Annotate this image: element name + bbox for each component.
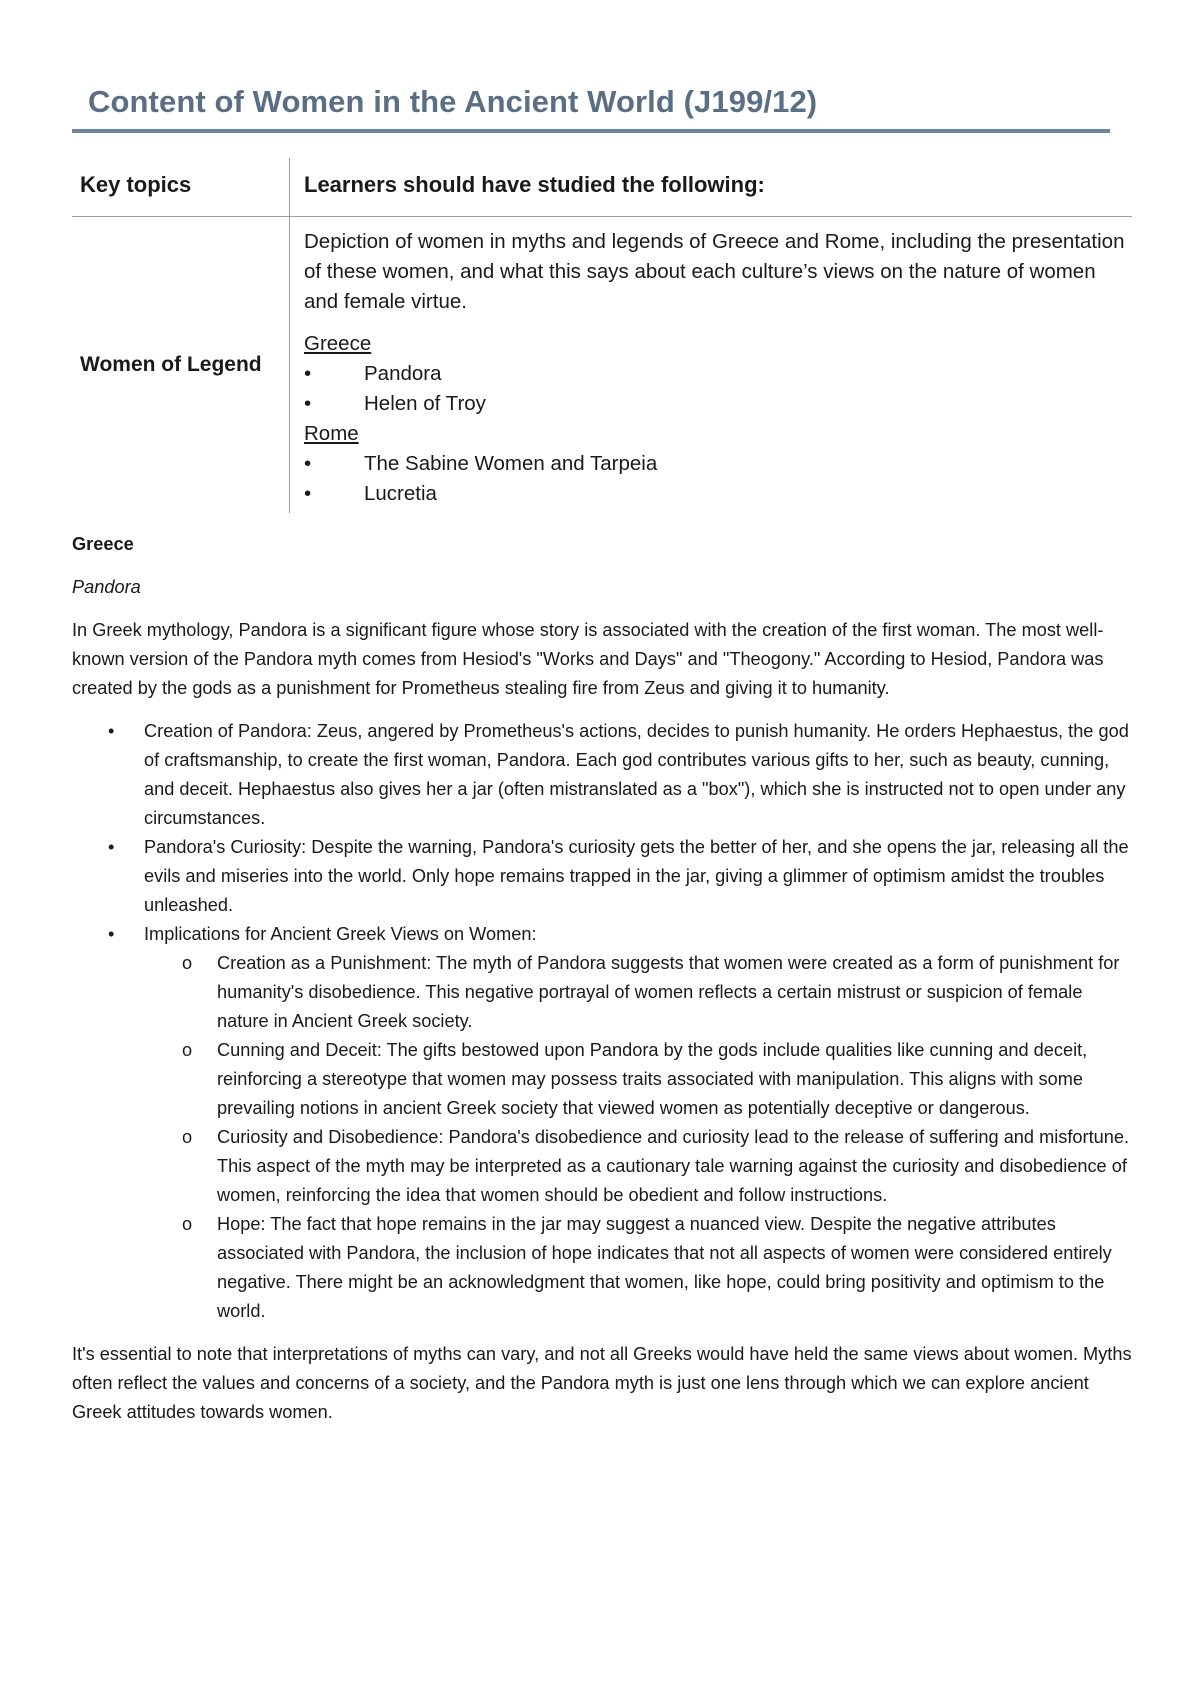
bullet-icon: • — [108, 721, 115, 741]
section-heading-greece: Greece — [72, 534, 134, 554]
subsection-heading-pandora: Pandora — [72, 577, 141, 597]
document-title: Content of Women in the Ancient World (J199/12) — [88, 84, 818, 119]
list-item — [304, 359, 1132, 389]
region-label-greece: Greece — [304, 332, 372, 355]
key-topics-table — [72, 158, 1132, 513]
topic-women-of-legend: Women of Legend — [80, 353, 262, 376]
main-body — [72, 530, 1137, 1441]
sub-list-item — [72, 949, 1137, 1036]
circle-bullet-icon: o — [182, 1040, 193, 1060]
list-item — [304, 449, 1132, 479]
topic-description-cell — [289, 217, 1132, 513]
region-label-rome: Rome — [304, 422, 359, 445]
list-item-text: Helen of Troy — [364, 392, 486, 415]
bullet-icon: • — [304, 362, 312, 385]
sub-list-item — [72, 1210, 1137, 1326]
bullet-icon: • — [108, 837, 115, 857]
sub-list-item-text: Cunning and Deceit: The gifts bestowed upon Pandora by the gods include qualities like cunning and deceit, reinforcing a stereotype that women may possess traits associated with manipulation. This aligns with some prevailing notions in ancient Greek society that viewed women as potentially deceptive or dangerous. — [217, 1040, 1088, 1118]
title-underline — [72, 129, 1110, 133]
circle-bullet-icon: o — [182, 1127, 193, 1147]
list-item — [72, 717, 1137, 833]
list-item-text: Pandora's Curiosity: Despite the warning, Pandora's curiosity gets the better of her, and she opens the jar, releasing all the evils and miseries into the world. Only hope remains trapped in the jar, giving a glimmer of optimism amidst the troubles unleashed. — [144, 837, 1129, 915]
sub-list-item — [72, 1036, 1137, 1123]
header-key-topics: Key topics — [80, 172, 192, 197]
table-row — [72, 217, 1132, 513]
list-item — [304, 389, 1132, 419]
bullet-icon: • — [304, 482, 312, 505]
sub-list-item-text: Hope: The fact that hope remains in the jar may suggest a nuanced view. Despite the negative attributes associated with Pandora, the inclusion of hope indicates that not all aspects of women were considered entirely negative. There might be an acknowledgment that women, like hope, could bring positivity and optimism to the world. — [217, 1214, 1112, 1321]
list-item — [72, 920, 1137, 949]
header-learners-studied: Learners should have studied the following: — [289, 158, 1132, 216]
circle-bullet-icon: o — [182, 953, 193, 973]
list-item — [304, 479, 1132, 509]
circle-bullet-icon: o — [182, 1214, 193, 1234]
bullet-icon: • — [108, 924, 115, 944]
list-item-text: Pandora — [364, 362, 442, 385]
table-header-row — [72, 158, 1132, 217]
list-item-text: The Sabine Women and Tarpeia — [364, 452, 658, 475]
list-item-text: Creation of Pandora: Zeus, angered by Prometheus's actions, decides to punish humanity. He orders Hephaestus, the god of craftsmanship, to create the first woman, Pandora. Each god contributes various gifts to her, such as beauty, cunning, and deceit. Hephaestus also gives her a jar (often mistranslated as a "box"), which she is instructed not to open under any circumstances. — [144, 721, 1129, 828]
intro-paragraph: In Greek mythology, Pandora is a significant figure whose story is associated with the creation of the first woman. The most well-known version of the Pandora myth comes from Hesiod's "Works and Days" and "Theogony." According to Hesiod, Pandora was created by the gods as a punishment for Prometheus stealing fire from Zeus and giving it to humanity. — [72, 620, 1104, 698]
sub-list-item — [72, 1123, 1137, 1210]
topic-description: Depiction of women in myths and legends of Greece and Rome, including the presentation of these women, and what this says about each culture’s views on the nature of women and female virtue. — [304, 230, 1125, 313]
list-item-text: Implications for Ancient Greek Views on Women: — [144, 924, 537, 944]
conclusion-paragraph: It's essential to note that interpretations of myths can vary, and not all Greeks would have held the same views about women. Myths often reflect the values and concerns of a society, and the Pandora myth is just one lens through which we can explore ancient Greek attitudes towards women. — [72, 1344, 1132, 1422]
bullet-icon: • — [304, 452, 312, 475]
sub-list-item-text: Curiosity and Disobedience: Pandora's disobedience and curiosity lead to the release of suffering and misfortune. This aspect of the myth may be interpreted as a cautionary tale warning against the curiosity and disobedience of women, reinforcing the idea that women should be obedient and follow instructions. — [217, 1127, 1130, 1205]
list-item — [72, 833, 1137, 920]
list-item-text: Lucretia — [364, 482, 437, 505]
sub-list-item-text: Creation as a Punishment: The myth of Pandora suggests that women were created as a form of punishment for humanity's disobedience. This negative portrayal of women reflects a certain mistrust or suspicion of female nature in Ancient Greek society. — [217, 953, 1120, 1031]
bullet-icon: • — [304, 392, 312, 415]
